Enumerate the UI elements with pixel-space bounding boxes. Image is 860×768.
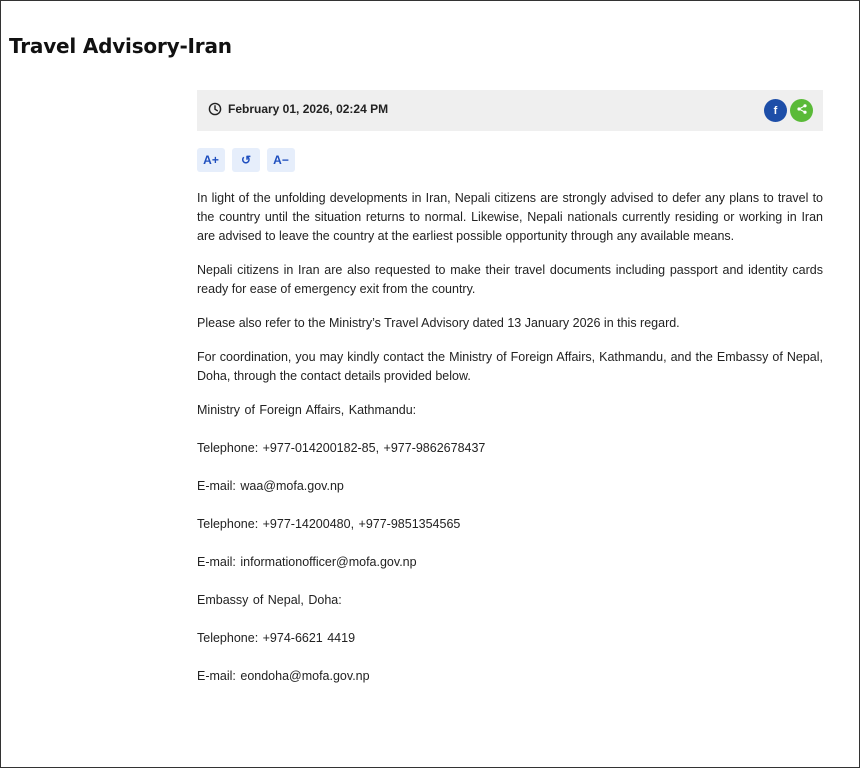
page-title: Travel Advisory-Iran: [9, 34, 232, 58]
decrease-font-button[interactable]: A−: [267, 148, 295, 172]
facebook-share-button[interactable]: [764, 99, 787, 122]
publish-date-text: February 01, 2026, 02:24 PM: [228, 102, 389, 116]
ministry-telephone-1: Telephone: +977-014200182-85, +977-9862678437: [197, 441, 486, 455]
contact-heading-embassy: Embassy of Nepal, Doha:: [197, 593, 342, 607]
clock-icon: [208, 102, 222, 116]
ministry-telephone-2: Telephone: +977-14200480, +977-9851354565: [197, 517, 461, 531]
article-paragraph: In light of the unfolding developments in Iran, Nepali citizens are strongly advised to defer any plans to travel to the country until the situation returns to normal. Likewise, Nepali nationals currently residing or working in Iran are advised to leave the country at the earliest possible opportunity through any available means.: [197, 191, 823, 243]
article-paragraph: For coordination, you may kindly contact the Ministry of Foreign Affairs, Kathmandu, and the Embassy of Nepal, Doha, through the contact details provided below.: [197, 350, 823, 383]
facebook-icon: f: [773, 104, 778, 117]
share-icon: [796, 103, 808, 118]
share-buttons: [764, 99, 813, 122]
reset-font-button[interactable]: ↺: [232, 148, 260, 172]
contact-heading-ministry: Ministry of Foreign Affairs, Kathmandu:: [197, 403, 417, 417]
font-size-tools: [197, 148, 295, 172]
ministry-email-2: E-mail: informationofficer@mofa.gov.np: [197, 555, 417, 569]
ministry-email-1: E-mail: waa@mofa.gov.np: [197, 479, 344, 493]
article-paragraph: Nepali citizens in Iran are also requested to make their travel documents including passport and identity cards ready for ease of emergency exit from the country.: [197, 263, 823, 296]
article-meta-bar: [197, 90, 823, 131]
article-content: [197, 189, 823, 705]
embassy-email: E-mail: eondoha@mofa.gov.np: [197, 669, 370, 683]
publish-date: [208, 102, 388, 116]
increase-font-button[interactable]: A+: [197, 148, 225, 172]
embassy-telephone: Telephone: +974-6621 4419: [197, 631, 356, 645]
article-paragraph: Please also refer to the Ministry’s Travel Advisory dated 13 January 2026 in this regard.: [197, 316, 680, 330]
share-button[interactable]: [790, 99, 813, 122]
